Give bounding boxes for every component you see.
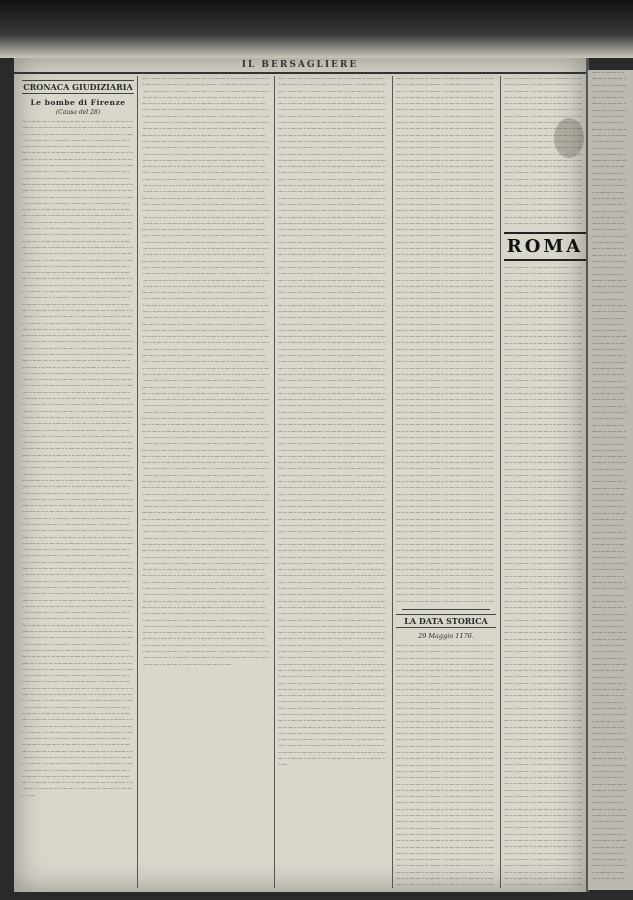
column-rule [392, 76, 393, 888]
scanner-top-edge [0, 0, 633, 58]
section-title-data-storica: LA DATA STORICA [396, 614, 496, 628]
masthead: IL BERSAGLIERE [14, 58, 586, 74]
article-subheading: (Causa del 28) [55, 109, 101, 116]
article-body: — – ‒ ― — – ‒ ― — – ‒ ― — – ‒ ― — – ‒ ― — – ‒ ― — – ‒ ― — – ‒ ― — – ‒ ― — – ‒ ― — – ‒ ― — – ‒ ― — – ‒ ― — – ‒ ― — – ‒ ― — – ‒ ― — – ‒ ― — – ‒ ― — – ‒ ― — – ‒ ― — – ‒ ― — – ‒ ― — – ‒ ― — – ‒ ― — – ‒ ― — – ‒ ― — – ‒ ― — – ‒ ― — – ‒ ― — – ‒ ― — – ‒ ― — – ‒ ― — – ‒ ― — – ‒ ― — – ‒ ― — – ‒ ― — – ‒ ― — – ‒ ― — – ‒ ― — – ‒ ― — – ‒ ― — – ‒ ― — – ‒ ― — – ‒ ― — – ‒ ― — – ‒ ― — – ‒ ― — – ‒ ― — – ‒ ― — – ‒ ― — – ‒ ― — – ‒ ― — – ‒ ― — – ‒ ― — – ‒ ― — – ‒ ― — – ‒ ― — – ‒ ― — – ‒ ― — – ‒ ― — – ‒ ― — – ‒ ― — – ‒ ― — – ‒ ― — – ‒ ― — – ‒ ― — – ‒ ― — – ‒ ― — – ‒ ― — – ‒ ― — – ‒ ― — – ‒ ― — – ‒ ― — – ‒ ― — – ‒ ― — – ‒ ― — – ‒ ― — – ‒ ― — – ‒ ― — – ‒ ― — – ‒ ― — – ‒ ― — – ‒ ― — – ‒ ― — – ‒ ― — – ‒ ― — – ‒ ― — – ‒ ― — – ‒ ― — – ‒ ― — – ‒ ― — – ‒ ― — – ‒ ― — – ‒ ― — – ‒ ― — – ‒ ― — – ‒ ― — – ‒ ― — – ‒ ― — – ‒ ― — – ‒ ― — – ‒ ― — – ‒ ― — – ‒ ― — – ‒ ― — – ‒ ― — – ‒ ― — – ‒ ― — – ‒ ― — – ‒ ― — – ‒ ― — – ‒ ― — – ‒ ― — – ‒ ― — – ‒ ― — – ‒ ― — – ‒ ― — – ‒ ― — – ‒ ― — – ‒ ― — – ‒ ― — – ‒ ― — – ‒ ― — – ‒ ― — – ‒ ― — – ‒ ― — – ‒ ― — – ‒ ― — – ‒ ― — – ‒ ― — – ‒ ― — – ‒ ― — – ‒ ― — – ‒ ― — – ‒ ― — – ‒ ― — – ‒ ― — – ‒ ― — – ‒ ― — – ‒ ― — – ‒ ― — – ‒ ― — – ‒ ― — – ‒ ― — – ‒ ― — – ‒ ― — – ‒ ― — – ‒ ― — – ‒ ― — – ‒ ― — – ‒ ― — – ‒ ― — – ‒ ― — – ‒ ― — – ‒ ― — – ‒ ― — – ‒ ― — – ‒ ― — – ‒ ― — – ‒ ― — – ‒ ― — – ‒ ― — – ‒ ― — – ‒ ― — – ‒ ― — – ‒ ― — – ‒ ― — – ‒ ― — – ‒ ― — – ‒ ― — – ‒ ― — – ‒ ― — – ‒ ― — – ‒ ― — – ‒ ― — – ‒ ― — – ‒ ― — – ‒ ― — – ‒ ― — – ‒ ― — – ‒ ― — – ‒ ― — – ‒ ― — – ‒ ― — – ‒ ― — – ‒ ― — – ‒ ― — – ‒ ― — – ‒ ― — – ‒ ― — – ‒ ― — – ‒ ― — – ‒ ― — – ‒ ― — – ‒ ― — – ‒ ― — – ‒ ― — – ‒ ― — – ‒ ― — – ‒ ― — – ‒ ― — – ‒ ― — – ‒ ― — – ‒ ― — – ‒ ― — – ‒ ― — – ‒ ― — – ‒ ― — – ‒ ― — – ‒ ― — – ‒ ― — – ‒ ― — – ‒ ― — – ‒ ― — – ‒ ― — – ‒ ― — – ‒ ― — – ‒ ― — – ‒ ― — – ‒ ― — – ‒ ― — – ‒ ― — – ‒ ― — – ‒ ― — – ‒ ― — – ‒ ― — – ‒ ― — – ‒ ― — – ‒ ― — – ‒ ― — – ‒ ― — – ‒ ― — – ‒ ― — – ‒ ― — – ‒ ― — – ‒ ― — – ‒ ― — – ‒ ― — – ‒ ― — – ‒ ― — – ‒ ― — – ‒ ― — – ‒ ― — – ‒ ― — – ‒ ― — – ‒ ― — – ‒ ― — – ‒ ― — – ‒ ― — – ‒ ― — – ‒ ― — – ‒ ― — – ‒ ― — – ‒ ― — – ‒ ― — – ‒ ― — – ‒ ― — – ‒ ― — – ‒ ― — – ‒ ― — – ‒ ― — – ‒ ― — – ‒ ― — – ‒ ― — – ‒ ― — – ‒ ― — – ‒ ― — – ‒ ― — – ‒ ― — – ‒ ― — – ‒ ― — – ‒ ― — – ‒ ― — – ‒ ― — – ‒ ― — – ‒ ― — – ‒ ― — – ‒ ― — – ‒ ― — – ‒ ― — – ‒ ― — – ‒ ― — – ‒ ― — – ‒ ― — – ‒ ― — – ‒ ― — – ‒ ― — – ‒ ― — – ‒ ― — – ‒ ― — – ‒ ― — – ‒ ― — – ‒ ― — – ‒ ― — – ‒ ― — – ‒ ― — – ‒ ― — – ‒ ― — – ‒ ― — – ‒ ― — – ‒ ― — – ‒ ― — – ‒ ― — – ‒ ― — – ‒ ― — – ‒ ― — – ‒ ― — – ‒ ― — – ‒ ― — – ‒ ― — – ‒ ― — – ‒ ― — – ‒ ― — – ‒ ― — – ‒ ― — – ‒ ― — – ‒ ― — – ‒ ― — – ‒ ― — – ‒ ― — – ‒ ― — – ‒ ― — – ‒ ― — – ‒ ― — – ‒ ― — – ‒ ― — – ‒ ― — – ‒ ― — – ‒ ― — – ‒ ― — – ‒ ― — – ‒ ― — – ‒ ― — – ‒ ― — – ‒ ― — – ‒ ― — – ‒ ― — – ‒ ― — – ‒ ― — – ‒ ― — – ‒ ― — – ‒ ― — – ‒ ― — – ‒ ― — – ‒ ― — – ‒ ― — – ‒ ― — – ‒ ― — – ‒ ― — – ‒ ― — – ‒ ― — – ‒ ― — – ‒ ― — – ‒ ― — – ‒ ― — – ‒ ― — – ‒ ― — – ‒ ― — – ‒ ― — – ‒ ― — – ‒ ― — – ‒ ― — – ‒ ― — – ‒ ― — – ‒ ― — – ‒ ― — – ‒ ― — – ‒ ― — – ‒ ― — – ‒ ― — – ‒ ― — – ‒ ― — – ‒ ― — – ‒ ― — – ‒ ― — – ‒ ― — – ‒ ― — – ‒ ― — – ‒ ― — – ‒ ― — – ‒ ― — – ‒ ― — – ‒ ― — – ‒ ― — – ‒ ― — – ‒ ― — – ‒ ― — – ‒ ― — – ‒ ― — – ‒ ― — – ‒ ― — – ‒ ― — – ‒ ― — – ‒ ― — – ‒ ― — – ‒ ― [504, 265, 582, 888]
article-body: — – ‒ ― — – ‒ ― — – ‒ ― — – ‒ ― — – ‒ ― — – ‒ ― — – ‒ ― — – ‒ ― — – ‒ ― — – ‒ ― — – ‒ ― — – ‒ ― — – ‒ ― — – ‒ ― — – ‒ ― — – ‒ ― — – ‒ ― — – ‒ ― — – ‒ ― — – ‒ ― — – ‒ ― — – ‒ ― — – ‒ ― — – ‒ ― — – ‒ ― — – ‒ ― — – ‒ ― — – ‒ ― — – ‒ ― — – ‒ ― — – ‒ ― — – ‒ ― — – ‒ ― — – ‒ ― — – ‒ ― — – ‒ ― — – ‒ ― — – ‒ ― — – ‒ ― — – ‒ ― — – ‒ ― — – ‒ ― — – ‒ ― — – ‒ ― — – ‒ ― — – ‒ ― — – ‒ ― — – ‒ ― — – ‒ ― — – ‒ ― — – ‒ ― — – ‒ ― — – ‒ ― — – ‒ ― — – ‒ ― — – ‒ ― — – ‒ ― — – ‒ ― — – ‒ ― — – ‒ ― — – ‒ ― — – ‒ ― — – ‒ ― — – ‒ ― — – ‒ ― — – ‒ ― — – ‒ ― — – ‒ ― — – ‒ ― — – ‒ ― — – ‒ ― — – ‒ ― — – ‒ ― — – ‒ ― — – ‒ ― — – ‒ ― — – ‒ ― — – ‒ ― — – ‒ ― — – ‒ ― — – ‒ ― — – ‒ ― — – ‒ ― — – ‒ ― — – ‒ ― — – ‒ ― — – ‒ ― — – ‒ ― — – ‒ ― — – ‒ ― — – ‒ ― — – ‒ ― — – ‒ ― — – ‒ ― — – ‒ ― — – ‒ ― — – ‒ ― — – ‒ ― — – ‒ ― — – ‒ ― — – ‒ ― — – ‒ ― — – ‒ ― — – ‒ ― — – ‒ ― — – ‒ ― — – ‒ ― — – ‒ ― — – ‒ ― — – ‒ ― — – ‒ ― — – ‒ ― — – ‒ ― — – ‒ ― — – ‒ ― — – ‒ ― — – ‒ ― — – ‒ ― — – ‒ ― — – ‒ ― — – ‒ ― — – ‒ ― — – ‒ ― — – ‒ ― — – ‒ ― — – ‒ ― — – ‒ ― — – ‒ ― — – ‒ ― — – ‒ ― — – ‒ ― — – ‒ ― — – ‒ ― — – ‒ ― — – ‒ ― — – ‒ ― — – ‒ ― — – ‒ ― — – ‒ ― — – ‒ ― — – ‒ ― — – ‒ ― — – ‒ ― — – ‒ ― — – ‒ ― — – ‒ ― — – ‒ ― — – ‒ ― — – ‒ ― — – ‒ ― — – ‒ ― — – ‒ ― — – ‒ ― — – ‒ ― — – ‒ ― — – ‒ ― — – ‒ ― — – ‒ ― — – ‒ ― — – ‒ ― — – ‒ ― — – ‒ ― — – ‒ ― — – ‒ ― — – ‒ ― — – ‒ ― — – ‒ ― — – ‒ ― — – ‒ ― — – ‒ ― — – ‒ ― — – ‒ ― — – ‒ ― — – ‒ ― — – ‒ ― — – ‒ ― — – ‒ ― — – ‒ ― — – ‒ ― — – ‒ ― — – ‒ ― — – ‒ ― — – ‒ ― — – ‒ ― — – ‒ ― — – ‒ ― — – ‒ ― — – ‒ ― — – ‒ ― — – ‒ ― — – ‒ ― — – ‒ ― — – ‒ ― — – ‒ ― — – ‒ ― [396, 643, 494, 888]
article-body: — – ‒ ― — – ‒ ― — – ‒ ― — – ‒ ― — – ‒ ― — – ‒ ― — – ‒ ― — – ‒ ― — – ‒ ― — – ‒ ― — – ‒ ― — – ‒ ― — – ‒ ― — – ‒ ― — – ‒ ― — – ‒ ― — – ‒ ― — – ‒ ― — – ‒ ― — – ‒ ― — – ‒ ― — – ‒ ― — – ‒ ― — – ‒ ― — – ‒ ― — – ‒ ― — – ‒ ― — – ‒ ― — – ‒ ― — – ‒ ― — – ‒ ― — – ‒ ― — – ‒ ― — – ‒ ― — – ‒ ― — – ‒ ― — – ‒ ― — – ‒ ― — – ‒ ― — – ‒ ― — – ‒ ― — – ‒ ― — – ‒ ― — – ‒ ― — – ‒ ― — – ‒ ― — – ‒ ― — – ‒ ― — – ‒ ― — – ‒ ― — – ‒ ― — – ‒ ― — – ‒ ― — – ‒ ― — – ‒ ― — – ‒ ― — – ‒ ― — – ‒ ― — – ‒ ― — – ‒ ― — – ‒ ― — – ‒ ― — – ‒ ― — – ‒ ― — – ‒ ― — – ‒ ― — – ‒ ― — – ‒ ― — – ‒ ― — – ‒ ― — – ‒ ― — – ‒ ― — – ‒ ― — – ‒ ― — – ‒ ― — – ‒ ― — – ‒ ― — – ‒ ― — – ‒ ― — – ‒ ― — – ‒ ― — – ‒ ― — – ‒ ― — – ‒ ― — – ‒ ― — – ‒ ― — – ‒ ― — – ‒ ― — – ‒ ― — – ‒ ― — – ‒ ― — – ‒ ― — – ‒ ― — – ‒ ― — – ‒ ― — – ‒ ― — – ‒ ― — – ‒ ― — – ‒ ― — – ‒ ― — – ‒ ― — – ‒ ― — – ‒ ― — – ‒ ― — – ‒ ― — – ‒ ― — – ‒ ― — – ‒ ― — – ‒ ― — – ‒ ― — – ‒ ― — – ‒ ― — – ‒ ― — – ‒ ― — – ‒ ― — – ‒ ― — – ‒ ― — – ‒ ― — – ‒ ― — – ‒ ― — – ‒ ― — – ‒ ― — – ‒ ― — – ‒ ― — – ‒ ― — – ‒ ― — – ‒ ― — – ‒ ― — – ‒ ― — – ‒ ― — – ‒ ― — – ‒ ― — – ‒ ― — – ‒ ― — – ‒ ― — – ‒ ― — – ‒ ― — – ‒ ― — – ‒ ― — – ‒ ― — – ‒ ― — – ‒ ― — – ‒ ― — – ‒ ― — – ‒ ― — – ‒ ― — – ‒ ― — – ‒ ― — – ‒ ― — – ‒ ― — – ‒ ― — – ‒ ― — – ‒ ― — – ‒ ― — – ‒ ― — – ‒ ― — – ‒ ― — – ‒ ― — – ‒ ― — – ‒ ― — – ‒ ― — – ‒ ― — – ‒ ― — – ‒ ― — – ‒ ― — – ‒ ― — – ‒ ― — – ‒ ― — – ‒ ― — – ‒ ― — – ‒ ― — – ‒ ― — – ‒ ― — – ‒ ― — – ‒ ― — – ‒ ― — – ‒ ― — – ‒ ― — – ‒ ― — – ‒ ― — – ‒ ― — – ‒ ― — – ‒ ― — – ‒ ― — – ‒ ― — – ‒ ― — – ‒ ― — – ‒ ― — – ‒ ― — – ‒ ― — – ‒ ― — – ‒ ― — – ‒ ― — – ‒ ― — – ‒ ― — – ‒ ― — – ‒ ― — – ‒ ― — – ‒ ― — – ‒ ― — – ‒ ― — – ‒ ― — – ‒ ― — – ‒ ― — – ‒ ― — – ‒ ― — – ‒ ― — – ‒ ― — – ‒ ― — – ‒ ― — – ‒ ― — – ‒ ― — – ‒ ― — – ‒ ― — – ‒ ― — – ‒ ― — – ‒ ― — – ‒ ― — – ‒ ― — – ‒ ― — – ‒ ― — – ‒ ― — – ‒ ― — – ‒ ― — – ‒ ― — – ‒ ― — – ‒ ― — – ‒ ― — – ‒ ― — – ‒ ― — – ‒ ― — – ‒ ― — – ‒ ― — – ‒ ― — – ‒ ― — – ‒ ― — – ‒ ― — – ‒ ― — – ‒ ― — – ‒ ― — – ‒ ― — – ‒ ― — – ‒ ― — – ‒ ― — – ‒ ― — – ‒ ― — – ‒ ― — – ‒ ― — – ‒ ― — – ‒ ― — – ‒ ― — – ‒ ― — – ‒ ― — – ‒ ― — – ‒ ― — – ‒ ― — – ‒ ― — – ‒ ― — – ‒ ― — – ‒ ― — – ‒ ― — – ‒ ― — – ‒ ― — – ‒ ― — – ‒ ― — – ‒ ― — – ‒ ― — – ‒ ― — – ‒ ― — – ‒ ― — – ‒ ― — – ‒ ― — – ‒ ― — – ‒ ― — – ‒ ― — – ‒ ― — – ‒ ― — – ‒ ― — – ‒ ― — – ‒ ― — – ‒ ― — – ‒ ― — – ‒ ― — – ‒ ― — – ‒ ― — – ‒ ― — – ‒ ― — – ‒ ― — – ‒ ― — – ‒ ― — – ‒ ― — – ‒ ― — – ‒ ― — – ‒ ― — – ‒ ― — – ‒ ― — – ‒ ― — – ‒ ― — – ‒ ― — – ‒ ― — – ‒ ― — – ‒ ― — – ‒ ― — – ‒ ― — – ‒ ― — – ‒ ― — – ‒ ― — – ‒ ― — – ‒ ― — – ‒ ― — – ‒ ― — – ‒ ― — – ‒ ― — – ‒ ― — – ‒ ― — – ‒ ― — – ‒ ― — – ‒ ― — – ‒ ― — – ‒ ― — – ‒ ― — – ‒ ― — – ‒ ― — – ‒ ― — – ‒ ― — – ‒ ― — – ‒ ― — – ‒ ― — – ‒ ― — – ‒ ― — – ‒ ― — – ‒ ― — – ‒ ― — – ‒ ― — – ‒ ― — – ‒ ― — – ‒ ― — – ‒ ― — – ‒ ― — – ‒ ― — – ‒ ― — – ‒ ― — – ‒ ― — – ‒ ― — – ‒ ― — – ‒ ― — – ‒ ― — – ‒ ― — – ‒ ― — – ‒ ― — – ‒ ― — – ‒ ― — – ‒ ― — – ‒ ― — – ‒ ― — – ‒ ― — – ‒ ― — – ‒ ― — – ‒ ― — – ‒ ― — – ‒ ― — – ‒ ― — – ‒ ― — – ‒ ― — – ‒ ― — – ‒ ― — – ‒ ― — – ‒ ― — – ‒ ― — – ‒ ― — – ‒ ― — – ‒ ― — – ‒ ― — – ‒ ― — – ‒ ― — – ‒ ― — – ‒ ― — – ‒ ― — – ‒ ― — – ‒ ― — – ‒ ― — – ‒ ― — – ‒ ― — – ‒ ― — – ‒ ― — – ‒ ― — – ‒ ― — – ‒ ― — – ‒ ― — – ‒ ― — – ‒ ― — – ‒ ― — – ‒ ― — – ‒ ― — – ‒ ― — – ‒ ― — – ‒ ― — – ‒ ― — – ‒ ― — – ‒ ― — – ‒ ― — – ‒ ― — – ‒ ― — – ‒ ― — – ‒ ― — – ‒ ― — – ‒ ― — – ‒ ― — – ‒ ― — – ‒ ― — – ‒ ― — – ‒ ― — – ‒ ― — – ‒ ― — – ‒ ― — – ‒ ― — – ‒ ― — – ‒ ― — – ‒ ― — – ‒ ― — – ‒ ― — – ‒ ― — – ‒ ― — – ‒ ― — – ‒ ― — – ‒ ― — – ‒ ― — – ‒ ― — – ‒ ― — – ‒ ― — – ‒ ― — – ‒ ― — – ‒ ― — – ‒ ― — – ‒ ― — – ‒ ― — – ‒ ― — – ‒ ― — – ‒ ― — – ‒ ― — – ‒ ― — – ‒ ― — – ‒ ― — – ‒ ― — – ‒ ― — – ‒ ― — – ‒ ― — – ‒ ― — – ‒ ― — – ‒ ― — – ‒ ― — – ‒ ― — – ‒ ― — – ‒ ― — – ‒ ― — – ‒ ― — – ‒ ― — – ‒ ― — – ‒ ― — – ‒ ― — – ‒ ― — – ‒ ― — – ‒ ― — – ‒ ― — – ‒ ― — – ‒ ― — – ‒ ― — – ‒ ― — – ‒ ― — – ‒ ― — – ‒ ― — – ‒ ― — – ‒ ― — – ‒ ― — – ‒ ― — – ‒ ― — – ‒ ― — – ‒ ― — – ‒ ― — – ‒ ― — – ‒ ― — – ‒ ― — – ‒ ― — – ‒ ― — – ‒ ― — – ‒ ― — – ‒ ― — – ‒ ― — – ‒ ― — – ‒ ― — – ‒ ― — – ‒ ― — – ‒ ― — – ‒ ― — – ‒ ― — – ‒ ― — – ‒ ― — – ‒ ― — – ‒ ― — – ‒ ― — – ‒ ― — – ‒ ― — – ‒ ― — – ‒ ― — – ‒ ― — – ‒ ― — – ‒ ― — – ‒ ― — – ‒ ― — – ‒ ― — – ‒ ― — – ‒ ― — – ‒ ― — – ‒ ― — – ‒ ― — – ‒ ― — – ‒ ― — – ‒ ― — – ‒ ― — – ‒ ― — – ‒ ― — – ‒ ― — – ‒ ― — – ‒ ― — – ‒ ― — – ‒ ― — – ‒ ― — – ‒ ― — – ‒ ― — – ‒ ― — – ‒ ― — – ‒ ― — – ‒ ― — – ‒ ― — – ‒ ― — – ‒ ― — – ‒ ― — – ‒ ― — – ‒ ― — – ‒ ― — – ‒ ― — – ‒ ― — – ‒ ― — – ‒ ― — – ‒ ― — – ‒ ― — – ‒ ― — – ‒ ― — – ‒ ― — – ‒ ― — – ‒ ― — – ‒ ― — – ‒ ― — – ‒ ― — – ‒ ― — – ‒ ― — – ‒ ― — – ‒ ― — – ‒ ― — – ‒ ― — – ‒ ― — – ‒ ― — – ‒ ― — – ‒ ― — – ‒ ― — – ‒ ― — – ‒ ― — – ‒ ― — – ‒ ― — – ‒ ― — – ‒ ― — – ‒ ― — – ‒ ― — – ‒ ― — – ‒ ― — – ‒ ― — – ‒ ― — – ‒ ― — – ‒ ― — – ‒ ― — – ‒ ― — – ‒ ― — – ‒ ― — – ‒ ― — – ‒ ― — – ‒ ― — – ‒ ― — – ‒ ― — – ‒ ― — – ‒ ― — – ‒ ― — – ‒ ― — – ‒ ― — – ‒ ― — – ‒ ― — – ‒ ― — – ‒ ― — – ‒ ― — – ‒ ― — – ‒ ― [142, 76, 270, 668]
article-body: — – ‒ ― — – ‒ ― — – ‒ ― — – ‒ ― — – ‒ ― — – ‒ ― — – ‒ ― — – ‒ ― — – ‒ ― — – ‒ ― — – ‒ ― — – ‒ ― — – ‒ ― — – ‒ ― — – ‒ ― — – ‒ ― — – ‒ ― — – ‒ ― — – ‒ ― — – ‒ ― — – ‒ ― — – ‒ ― — – ‒ ― — – ‒ ― — – ‒ ― — – ‒ ― — – ‒ ― — – ‒ ― — – ‒ ― — – ‒ ― — – ‒ ― — – ‒ ― — – ‒ ― — – ‒ ― — – ‒ ― — – ‒ ― — – ‒ ― — – ‒ ― — – ‒ ― — – ‒ ― — – ‒ ― — – ‒ ― — – ‒ ― — – ‒ ― — – ‒ ― — – ‒ ― — – ‒ ― — – ‒ ― — – ‒ ― — – ‒ ― — – ‒ ― — – ‒ ― — – ‒ ― — – ‒ ― — – ‒ ― — – ‒ ― — – ‒ ― — – ‒ ― — – ‒ ― — – ‒ ― — – ‒ ― — – ‒ ― — – ‒ ― — – ‒ ― — – ‒ ― — – ‒ ― — – ‒ ― — – ‒ ― — – ‒ ― — – ‒ ― — – ‒ ― — – ‒ ― — – ‒ ― — – ‒ ― — – ‒ ― — – ‒ ― — – ‒ ― — – ‒ ― — – ‒ ― — – ‒ ― — – ‒ ― — – ‒ ― — – ‒ ― — – ‒ ― — – ‒ ― — – ‒ ― — – ‒ ― — – ‒ ― — – ‒ ― — – ‒ ― — – ‒ ― — – ‒ ― — – ‒ ― — – ‒ ― — – ‒ ― — – ‒ ― [504, 76, 582, 226]
column-rule [137, 76, 138, 888]
scan-smudge [554, 118, 584, 158]
newspaper-page [14, 58, 586, 892]
column-1 [22, 76, 134, 888]
column-4 [396, 76, 496, 888]
article-heading: Le bombe di Firenze [30, 98, 126, 107]
article-body: — – ‒ ― — – ‒ ― — – ‒ ― — – ‒ ― — – ‒ ― — – ‒ ― — – ‒ ― — – ‒ ― — – ‒ ― — – ‒ ― — – ‒ ― — – ‒ ― — – ‒ ― — – ‒ ― — – ‒ ― — – ‒ ― — – ‒ ― — – ‒ ― — – ‒ ― — – ‒ ― — – ‒ ― — – ‒ ― — – ‒ ― — – ‒ ― — – ‒ ― — – ‒ ― — – ‒ ― — – ‒ ― — – ‒ ― — – ‒ ― — – ‒ ― — – ‒ ― — – ‒ ― — – ‒ ― — – ‒ ― — – ‒ ― — – ‒ ― — – ‒ ― — – ‒ ― — – ‒ ― — – ‒ ― — – ‒ ― — – ‒ ― — – ‒ ― — – ‒ ― — – ‒ ― — – ‒ ― — – ‒ ― — – ‒ ― — – ‒ ― — – ‒ ― — – ‒ ― — – ‒ ― — – ‒ ― — – ‒ ― — – ‒ ― — – ‒ ― — – ‒ ― — – ‒ ― — – ‒ ― — – ‒ ― — – ‒ ― — – ‒ ― — – ‒ ― — – ‒ ― — – ‒ ― — – ‒ ― — – ‒ ― — – ‒ ― — – ‒ ― — – ‒ ― — – ‒ ― — – ‒ ― — – ‒ ― — – ‒ ― — – ‒ ― — – ‒ ― — – ‒ ― — – ‒ ― — – ‒ ― — – ‒ ― — – ‒ ― — – ‒ ― — – ‒ ― — – ‒ ― — – ‒ ― — – ‒ ― — – ‒ ― — – ‒ ― — – ‒ ― — – ‒ ― — – ‒ ― — – ‒ ― — – ‒ ― — – ‒ ― — – ‒ ― — – ‒ ― — – ‒ ― — – ‒ ― — – ‒ ― — – ‒ ― — – ‒ ― — – ‒ ― — – ‒ ― — – ‒ ― — – ‒ ― — – ‒ ― — – ‒ ― — – ‒ ― — – ‒ ― — – ‒ ― — – ‒ ― — – ‒ ― — – ‒ ― — – ‒ ― — – ‒ ― — – ‒ ― — – ‒ ― — – ‒ ― — – ‒ ― — – ‒ ― — – ‒ ― — – ‒ ― — – ‒ ― — – ‒ ― — – ‒ ― — – ‒ ― — – ‒ ― — – ‒ ― — – ‒ ― — – ‒ ― — – ‒ ― — – ‒ ― — – ‒ ― — – ‒ ― — – ‒ ― — – ‒ ― — – ‒ ― — – ‒ ― — – ‒ ― — – ‒ ― — – ‒ ― — – ‒ ― — – ‒ ― — – ‒ ― — – ‒ ― — – ‒ ― — – ‒ ― — – ‒ ― — – ‒ ― — – ‒ ― — – ‒ ― — – ‒ ― — – ‒ ― — – ‒ ― — – ‒ ― — – ‒ ― — – ‒ ― — – ‒ ― — – ‒ ― — – ‒ ― — – ‒ ― — – ‒ ― — – ‒ ― — – ‒ ― — – ‒ ― — – ‒ ― — – ‒ ― — – ‒ ― — – ‒ ― — – ‒ ― — – ‒ ― — – ‒ ― — – ‒ ― — – ‒ ― — – ‒ ― — – ‒ ― — – ‒ ― — – ‒ ― — – ‒ ― — – ‒ ― — – ‒ ― — – ‒ ― — – ‒ ― — – ‒ ― — – ‒ ― — – ‒ ― — – ‒ ― — – ‒ ― — – ‒ ― — – ‒ ― — – ‒ ― — – ‒ ― — – ‒ ― — – ‒ ― — – ‒ ― — – ‒ ― — – ‒ ― — – ‒ ― — – ‒ ― — – ‒ ― — – ‒ ― — – ‒ ― — – ‒ ― — – ‒ ― — – ‒ ― — – ‒ ― — – ‒ ― — – ‒ ― — – ‒ ― — – ‒ ― — – ‒ ― — – ‒ ― — – ‒ ― — – ‒ ― — – ‒ ― — – ‒ ― — – ‒ ― — – ‒ ― — – ‒ ― — – ‒ ― — – ‒ ― — – ‒ ― — – ‒ ― — – ‒ ― — – ‒ [592, 70, 627, 882]
article-body: — – ‒ ― — – ‒ ― — – ‒ ― — – ‒ ― — – ‒ ― — – ‒ ― — – ‒ ― — – ‒ ― — – ‒ ― — – ‒ ― — – ‒ ― — – ‒ ― — – ‒ ― — – ‒ ― — – ‒ ― — – ‒ ― — – ‒ ― — – ‒ ― — – ‒ ― — – ‒ ― — – ‒ ― — – ‒ ― — – ‒ ― — – ‒ ― — – ‒ ― — – ‒ ― — – ‒ ― — – ‒ ― — – ‒ ― — – ‒ ― — – ‒ ― — – ‒ ― — – ‒ ― — – ‒ ― — – ‒ ― — – ‒ ― — – ‒ ― — – ‒ ― — – ‒ ― — – ‒ ― — – ‒ ― — – ‒ ― — – ‒ ― — – ‒ ― — – ‒ ― — – ‒ ― — – ‒ ― — – ‒ ― — – ‒ ― — – ‒ ― — – ‒ ― — – ‒ ― — – ‒ ― — – ‒ ― — – ‒ ― — – ‒ ― — – ‒ ― — – ‒ ― — – ‒ ― — – ‒ ― — – ‒ ― — – ‒ ― — – ‒ ― — – ‒ ― — – ‒ ― — – ‒ ― — – ‒ ― — – ‒ ― — – ‒ ― — – ‒ ― — – ‒ ― — – ‒ ― — – ‒ ― — – ‒ ― — – ‒ ― — – ‒ ― — – ‒ ― — – ‒ ― — – ‒ ― — – ‒ ― — – ‒ ― — – ‒ ― — – ‒ ― — – ‒ ― — – ‒ ― — – ‒ ― — – ‒ ― — – ‒ ― — – ‒ ― — – ‒ ― — – ‒ ― — – ‒ ― — – ‒ ― — – ‒ ― — – ‒ ― — – ‒ ― — – ‒ ― — – ‒ ― — – ‒ ― — – ‒ ― — – ‒ ― — – ‒ ― — – ‒ ― — – ‒ ― — – ‒ ― — – ‒ ― — – ‒ ― — – ‒ ― — – ‒ ― — – ‒ ― — – ‒ ― — – ‒ ― — – ‒ ― — – ‒ ― — – ‒ ― — – ‒ ― — – ‒ ― — – ‒ ― — – ‒ ― — – ‒ ― — – ‒ ― — – ‒ ― — – ‒ ― — – ‒ ― — – ‒ ― — – ‒ ― — – ‒ ― — – ‒ ― — – ‒ ― — – ‒ ― — – ‒ ― — – ‒ ― — – ‒ ― — – ‒ ― — – ‒ ― — – ‒ ― — – ‒ ― — – ‒ ― — – ‒ ― — – ‒ ― — – ‒ ― — – ‒ ― — – ‒ ― — – ‒ ― — – ‒ ― — – ‒ ― — – ‒ ― — – ‒ ― — – ‒ ― — – ‒ ― — – ‒ ― — – ‒ ― — – ‒ ― — – ‒ ― — – ‒ ― — – ‒ ― — – ‒ ― — – ‒ ― — – ‒ ― — – ‒ ― — – ‒ ― — – ‒ ― — – ‒ ― — – ‒ ― — – ‒ ― — – ‒ ― — – ‒ ― — – ‒ ― — – ‒ ― — – ‒ ― — – ‒ ― — – ‒ ― — – ‒ ― — – ‒ ― — – ‒ ― — – ‒ ― — – ‒ ― — – ‒ ― — – ‒ ― — – ‒ ― — – ‒ ― — – ‒ ― — – ‒ ― — – ‒ ― — – ‒ ― — – ‒ ― — – ‒ ― — – ‒ ― — – ‒ ― — – ‒ ― — – ‒ ― — – ‒ ― — – ‒ ― — – ‒ ― — – ‒ ― — – ‒ ― — – ‒ ― — – ‒ ― — – ‒ ― — – ‒ ― — – ‒ ― — – ‒ ― — – ‒ ― — – ‒ ― — – ‒ ― — – ‒ ― — – ‒ ― — – ‒ ― — – ‒ ― — – ‒ ― — – ‒ ― — – ‒ ― — – ‒ ― — – ‒ ― — – ‒ ― — – ‒ ― — – ‒ ― — – ‒ ― — – ‒ ― — – ‒ ― — – ‒ ― — – ‒ ― — – ‒ ― — – ‒ ― — – ‒ ― — – ‒ ― — – ‒ ― — – ‒ ― — – ‒ ― — – ‒ ― — – ‒ ― — – ‒ ― — – ‒ ― — – ‒ ― — – ‒ ― — – ‒ ― — – ‒ ― — – ‒ ― — – ‒ ― — – ‒ ― — – ‒ ― — – ‒ ― — – ‒ ― — – ‒ ― — – ‒ ― — – ‒ ― — – ‒ ― — – ‒ ― — – ‒ ― — – ‒ ― — – ‒ ― — – ‒ ― — – ‒ ― — – ‒ ― — – ‒ ― — – ‒ ― — – ‒ ― — – ‒ ― — – ‒ ― — – ‒ ― — – ‒ ― — – ‒ ― — – ‒ ― — – ‒ ― — – ‒ ― — – ‒ ― — – ‒ ― — – ‒ ― — – ‒ ― — – ‒ ― — – ‒ ― — – ‒ ― — – ‒ ― — – ‒ ― — – ‒ ― — – ‒ ― — – ‒ ― — – ‒ ― — – ‒ ― — – ‒ ― — – ‒ ― — – ‒ ― — – ‒ ― — – ‒ ― — – ‒ ― — – ‒ ― — – ‒ ― — – ‒ ― — – ‒ ― — – ‒ ― — – ‒ ― — – ‒ ― — – ‒ ― — – ‒ ― — – ‒ ― — – ‒ ― — – ‒ ― — – ‒ ― — – ‒ ― — – ‒ ― — – ‒ ― — – ‒ ― — – ‒ ― — – ‒ ― — – ‒ ― — – ‒ ― — – ‒ ― — – ‒ ― — – ‒ ― — – ‒ ― — – ‒ ― — – ‒ ― — – ‒ ― — – ‒ ― — – ‒ ― — – ‒ ― — – ‒ ― — – ‒ ― — – ‒ ― — – ‒ ― — – ‒ ― — – ‒ ― — – ‒ ― — – ‒ ― — – ‒ ― — – ‒ ― — – ‒ ― — – ‒ ― — – ‒ ― — – ‒ ― — – ‒ ― — – ‒ ― — – ‒ ― — – ‒ ― — – ‒ ― — – ‒ ― — – ‒ ― — – ‒ ― — – ‒ ― — – ‒ ― — – ‒ ― — – ‒ ― — – ‒ ― — – ‒ ― — – ‒ ― — – ‒ ― — – ‒ ― — – ‒ ― — – ‒ ― — – ‒ ― — – ‒ ― — – ‒ ― — – ‒ ― — – ‒ ― — – ‒ ― — – ‒ ― — – ‒ ― — – ‒ ― — – ‒ ― — – ‒ ― — – ‒ ― — – ‒ ― — – ‒ ― — – ‒ ― — – ‒ ― — – ‒ ― — – ‒ ― — – ‒ ― — – ‒ ― — – ‒ ― — – ‒ ― — – ‒ ― — – ‒ ― — – ‒ ― — – ‒ ― — – ‒ ― — – ‒ ― — – ‒ ― — – ‒ ― — – ‒ ― — – ‒ ― — – ‒ ― — – ‒ ― — – ‒ ― — – ‒ ― — – ‒ ― — – ‒ ― — – ‒ ― — – ‒ ― — – ‒ ― — – ‒ ― — – ‒ ― — – ‒ ― — – ‒ ― — – ‒ ― — – ‒ ― — – ‒ ― — – ‒ ― — – ‒ ― — – ‒ ― — – ‒ ― — – ‒ ― — – ‒ ― — – ‒ ― — – ‒ ― — – ‒ ― — – ‒ ― — – ‒ ― — – ‒ ― — – ‒ ― — – ‒ ― — – ‒ ― — – ‒ ― — – ‒ ― — – ‒ ― — – ‒ ― — – ‒ ― — – ‒ ― — – ‒ ― — – ‒ ― [396, 76, 494, 605]
column-5 [504, 76, 586, 888]
divider [402, 609, 490, 610]
article-body: — – ‒ ― — – ‒ ― — – ‒ ― — – ‒ ― — – ‒ ― — – ‒ ― — – ‒ ― — – ‒ ― — – ‒ ― — – ‒ ― — – ‒ ― — – ‒ ― — – ‒ ― — – ‒ ― — – ‒ ― — – ‒ ― — – ‒ ― — – ‒ ― — – ‒ ― — – ‒ ― — – ‒ ― — – ‒ ― — – ‒ ― — – ‒ ― — – ‒ ― — – ‒ ― — – ‒ ― — – ‒ ― — – ‒ ― — – ‒ ― — – ‒ ― — – ‒ ― — – ‒ ― — – ‒ ― — – ‒ ― — – ‒ ― — – ‒ ― — – ‒ ― — – ‒ ― — – ‒ ― — – ‒ ― — – ‒ ― — – ‒ ― — – ‒ ― — – ‒ ― — – ‒ ― — – ‒ ― — – ‒ ― — – ‒ ― — – ‒ ― — – ‒ ― — – ‒ ― — – ‒ ― — – ‒ ― — – ‒ ― — – ‒ ― — – ‒ ― — – ‒ ― — – ‒ ― — – ‒ ― — – ‒ ― — – ‒ ― — – ‒ ― — – ‒ ― — – ‒ ― — – ‒ ― — – ‒ ― — – ‒ ― — – ‒ ― — – ‒ ― — – ‒ ― — – ‒ ― — – ‒ ― — – ‒ ― — – ‒ ― — – ‒ ― — – ‒ ― — – ‒ ― — – ‒ ― — – ‒ ― — – ‒ ― — – ‒ ― — – ‒ ― — – ‒ ― — – ‒ ― — – ‒ ― — – ‒ ― — – ‒ ― — – ‒ ― — – ‒ ― — – ‒ ― — – ‒ ― — – ‒ ― — – ‒ ― — – ‒ ― — – ‒ ― — – ‒ ― — – ‒ ― — – ‒ ― — – ‒ ― — – ‒ ― — – ‒ ― — – ‒ ― — – ‒ ― — – ‒ ― — – ‒ ― — – ‒ ― — – ‒ ― — – ‒ ― — – ‒ ― — – ‒ ― — – ‒ ― — – ‒ ― — – ‒ ― — – ‒ ― — – ‒ ― — – ‒ ― — – ‒ ― — – ‒ ― — – ‒ ― — – ‒ ― — – ‒ ― — – ‒ ― — – ‒ ― — – ‒ ― — – ‒ ― — – ‒ ― — – ‒ ― — – ‒ ― — – ‒ ― — – ‒ ― — – ‒ ― — – ‒ ― — – ‒ ― — – ‒ ― — – ‒ ― — – ‒ ― — – ‒ ― — – ‒ ― — – ‒ ― — – ‒ ― — – ‒ ― — – ‒ ― — – ‒ ― — – ‒ ― — – ‒ ― — – ‒ ― — – ‒ ― — – ‒ ― — – ‒ ― — – ‒ ― — – ‒ ― — – ‒ ― — – ‒ ― — – ‒ ― — – ‒ ― — – ‒ ― — – ‒ ― — – ‒ ― — – ‒ ― — – ‒ ― — – ‒ ― — – ‒ ― — – ‒ ― — – ‒ ― — – ‒ ― — – ‒ ― — – ‒ ― — – ‒ ― — – ‒ ― — – ‒ ― — – ‒ ― — – ‒ ― — – ‒ ― — – ‒ ― — – ‒ ― — – ‒ ― — – ‒ ― — – ‒ ― — – ‒ ― — – ‒ ― — – ‒ ― — – ‒ ― — – ‒ ― — – ‒ ― — – ‒ ― — – ‒ ― — – ‒ ― — – ‒ ― — – ‒ ― — – ‒ ― — – ‒ ― — – ‒ ― — – ‒ ― — – ‒ ― — – ‒ ― — – ‒ ― — – ‒ ― — – ‒ ― — – ‒ ― — – ‒ ― — – ‒ ― — – ‒ ― — – ‒ ― — – ‒ ― — – ‒ ― — – ‒ ― — – ‒ ― — – ‒ ― — – ‒ ― — – ‒ ― — – ‒ ― — – ‒ ― — – ‒ ― — – ‒ ― — – ‒ ― — – ‒ ― — – ‒ ― — – ‒ ― — – ‒ ― — – ‒ ― — – ‒ ― — – ‒ ― — – ‒ ― — – ‒ ― — – ‒ ― — – ‒ ― — – ‒ ― — – ‒ ― — – ‒ ― — – ‒ ― — – ‒ ― — – ‒ ― — – ‒ ― — – ‒ ― — – ‒ ― — – ‒ ― — – ‒ ― — – ‒ ― — – ‒ ― — – ‒ ― — – ‒ ― — – ‒ ― — – ‒ ― — – ‒ ― — – ‒ ― — – ‒ ― — – ‒ ― — – ‒ ― — – ‒ ― — – ‒ ― — – ‒ ― — – ‒ ― — – ‒ ― — – ‒ ― — – ‒ ― — – ‒ ― — – ‒ ― — – ‒ ― — – ‒ ― — – ‒ ― — – ‒ ― — – ‒ ― — – ‒ ― — – ‒ ― — – ‒ ― — – ‒ ― — – ‒ ― — – ‒ ― — – ‒ ― — – ‒ ― — – ‒ ― — – ‒ ― — – ‒ ― — – ‒ ― — – ‒ ― — – ‒ ― — – ‒ ― — – ‒ ― — – ‒ ― — – ‒ ― — – ‒ ― — – ‒ ― — – ‒ ― — – ‒ ― — – ‒ ― — – ‒ ― — – ‒ ― — – ‒ ― — – ‒ ― — – ‒ ― — – ‒ ― — – ‒ ― — – ‒ ― — – ‒ ― — – ‒ ― — – ‒ ― — – ‒ ― — – ‒ ― — – ‒ ― — – ‒ ― — – ‒ ― — – ‒ ― — – ‒ ― — – ‒ ― — – ‒ ― — – ‒ ― — – ‒ ― — – ‒ ― — – ‒ ― — – ‒ ― — – ‒ ― — – ‒ ― — – ‒ ― — – ‒ ― — – ‒ ― — – ‒ ― — – ‒ ― — – ‒ ― — – ‒ ― — – ‒ ― — – ‒ ― — – ‒ ― — – ‒ ― — – ‒ ― — – ‒ ― — – ‒ ― — – ‒ ― — – ‒ ― — – ‒ ― — – ‒ ― — – ‒ ― — – ‒ ― — – ‒ ― — – ‒ ― — – ‒ ― — – ‒ ― — – ‒ ― — – ‒ ― — – ‒ ― — – ‒ ― — – ‒ ― — – ‒ ― — – ‒ ― — – ‒ ― — – ‒ ― — – ‒ ― — – ‒ ― — – ‒ ― — – ‒ ― — – ‒ ― — – ‒ ― — – ‒ ― — – ‒ ― — – ‒ ― — – ‒ ― — – ‒ ― — – ‒ ― — – ‒ ― — – ‒ ― — – ‒ ― — – ‒ ― — – ‒ ― — – ‒ ― — – ‒ ― — – ‒ ― — – ‒ ― — – ‒ ― — – ‒ ― — – ‒ ― — – ‒ ― — – ‒ ― — – ‒ ― — – ‒ ― — – ‒ ― — – ‒ ― — – ‒ ― — – ‒ ― — – ‒ ― — – ‒ ― — – ‒ ― — – ‒ ― — – ‒ ― — – ‒ ― — – ‒ ― — – ‒ ― — – ‒ ― — – ‒ ― — – ‒ ― — – ‒ ― — – ‒ ― — – ‒ ― — – ‒ ― — – ‒ ― — – ‒ ― — – ‒ ― — – ‒ ― — – ‒ ― — – ‒ ― — – ‒ ― — – ‒ ― — – ‒ ― — – ‒ ― — – ‒ ― — – ‒ ― — – ‒ ― — – ‒ ― — – ‒ ― — – ‒ ― — – ‒ ― — – ‒ ― — – ‒ ― — – ‒ ― — – ‒ ― — – ‒ ― — – ‒ ― — – ‒ ― — – ‒ ― — – ‒ ― — – ‒ ― — – ‒ ― — – ‒ ― — – ‒ ― — – ‒ ― — – ‒ ― — – ‒ ― — – ‒ ― — – ‒ ― — – ‒ ― — – ‒ ― — – ‒ ― — – ‒ ― — – ‒ ― — – ‒ ― — – ‒ ― — – ‒ ― — – ‒ ― — – ‒ ― — – ‒ ― — – ‒ ― — – ‒ ― — – ‒ ― — – ‒ ― — – ‒ ― — – ‒ ― — – ‒ ― — – ‒ ― — – ‒ ― — – ‒ ― — – ‒ ― — – ‒ ― — – ‒ ― — – ‒ ― — – ‒ ― — – ‒ ― — – ‒ ― — – ‒ ― — – ‒ ― — – ‒ ― — – ‒ ― — – ‒ ― — – ‒ ― — – ‒ ― — – ‒ ― — – ‒ ― — – ‒ ― — – ‒ ― — – ‒ ― — – ‒ ― — – ‒ ― — – ‒ ― — – ‒ ― — – ‒ ― — – ‒ ― — – ‒ ― — – ‒ ― — – ‒ ― — – ‒ ― — – ‒ ― — – ‒ ― — – ‒ ― — – ‒ ― — – ‒ ― — – ‒ ― — – ‒ ― — – ‒ ― — – ‒ ― — – ‒ ― — – ‒ ― — – ‒ ― — – ‒ ― — – ‒ ― — – ‒ ― — – ‒ ― — – ‒ ― — – ‒ ― — – ‒ ― — – ‒ ― — – ‒ ― — – ‒ ― — – ‒ ― — – ‒ ― — – ‒ ― — – ‒ ― — – ‒ ― — – ‒ ― — – ‒ ― — – ‒ ― — – ‒ ― — – ‒ ― — – ‒ ― — – ‒ ― — – ‒ ― — – ‒ ― — – ‒ ― — – ‒ ― — – ‒ ― — – ‒ ― — – ‒ ― — – ‒ ― — – ‒ ― — – ‒ ― — – ‒ ― — – ‒ ― — – ‒ ― — – ‒ ― — – ‒ ― — – ‒ ― — – ‒ ― — – ‒ ― — – ‒ ― — – ‒ ― — – ‒ ― — – ‒ ― — – ‒ ― — – ‒ ― — – ‒ ― — – ‒ ― — – ‒ ― — – ‒ ― — – ‒ ― — – ‒ ― — – ‒ ― — – ‒ ― — – ‒ ― — – ‒ ― — – ‒ ― — – ‒ ― — – ‒ ― — – ‒ ― — – ‒ ― — – ‒ ― — – ‒ ― — – ‒ ― — – ‒ ― — – ‒ ― — – ‒ ― — – ‒ ― — – ‒ ― — – ‒ ― — – ‒ ― — – ‒ ― — – ‒ ― — – ‒ ― — – ‒ ― — – ‒ ― — – ‒ ― — – ‒ ― — – ‒ ― — – ‒ ― — – ‒ ― — – ‒ ― — – ‒ ― — – ‒ ― — – ‒ ― — – ‒ ― — – ‒ ― — – ‒ ― — – ‒ ― — – ‒ ― — – ‒ ― — – ‒ ― — – ‒ ― — – ‒ ― — – ‒ ― — – ‒ ― — – ‒ ― — – ‒ ― — – ‒ ― — – ‒ ― — – ‒ ― — – ‒ ― — – ‒ ― — – ‒ ― — – ‒ ― — – ‒ ― — – ‒ ― — – ‒ ― — – ‒ ― — – ‒ ― [278, 76, 387, 769]
column-2 [142, 76, 270, 888]
column-3 [278, 76, 388, 888]
column-rule [274, 76, 275, 888]
adjacent-page-fragment [588, 70, 633, 890]
historical-date: 29 Maggio 1176. [418, 632, 474, 640]
article-body: — – ‒ ― — – ‒ ― — – ‒ ― — – ‒ ― — – ‒ ― — – ‒ ― — – ‒ ― — – ‒ ― — – ‒ ― — – ‒ ― — – ‒ ― — – ‒ ― — – ‒ ― — – ‒ ― — – ‒ ― — – ‒ ― — – ‒ ― — – ‒ ― — – ‒ ― — – ‒ ― — – ‒ ― — – ‒ ― — – ‒ ― — – ‒ ― — – ‒ ― — – ‒ ― — – ‒ ― — – ‒ ― — – ‒ ― — – ‒ ― — – ‒ ― — – ‒ ― — – ‒ ― — – ‒ ― — – ‒ ― — – ‒ ― — – ‒ ― — – ‒ ― — – ‒ ― — – ‒ ― — – ‒ ― — – ‒ ― — – ‒ ― — – ‒ ― — – ‒ ― — – ‒ ― — – ‒ ― — – ‒ ― — – ‒ ― — – ‒ ― — – ‒ ― — – ‒ ― — – ‒ ― — – ‒ ― — – ‒ ― — – ‒ ― — – ‒ ― — – ‒ ― — – ‒ ― — – ‒ ― — – ‒ ― — – ‒ ― — – ‒ ― — – ‒ ― — – ‒ ― — – ‒ ― — – ‒ ― — – ‒ ― — – ‒ ― — – ‒ ― — – ‒ ― — – ‒ ― — – ‒ ― — – ‒ ― — – ‒ ― — – ‒ ― — – ‒ ― — – ‒ ― — – ‒ ― — – ‒ ― — – ‒ ― — – ‒ ― — – ‒ ― — – ‒ ― — – ‒ ― — – ‒ ― — – ‒ ― — – ‒ ― — – ‒ ― — – ‒ ― — – ‒ ― — – ‒ ― — – ‒ ― — – ‒ ― — – ‒ ― — – ‒ ― — – ‒ ― — – ‒ ― — – ‒ ― — – ‒ ― — – ‒ ― — – ‒ ― — – ‒ ― — – ‒ ― — – ‒ ― — – ‒ ― — – ‒ ― — – ‒ ― — – ‒ ― — – ‒ ― — – ‒ ― — – ‒ ― — – ‒ ― — – ‒ ― — – ‒ ― — – ‒ ― — – ‒ ― — – ‒ ― — – ‒ ― — – ‒ ― — – ‒ ― — – ‒ ― — – ‒ ― — – ‒ ― — – ‒ ― — – ‒ ― — – ‒ ― — – ‒ ― — – ‒ ― — – ‒ ― — – ‒ ― — – ‒ ― — – ‒ ― — – ‒ ― — – ‒ ― — – ‒ ― — – ‒ ― — – ‒ ― — – ‒ ― — – ‒ ― — – ‒ ― — – ‒ ― — – ‒ ― — – ‒ ― — – ‒ ― — – ‒ ― — – ‒ ― — – ‒ ― — – ‒ ― — – ‒ ― — – ‒ ― — – ‒ ― — – ‒ ― — – ‒ ― — – ‒ ― — – ‒ ― — – ‒ ― — – ‒ ― — – ‒ ― — – ‒ ― — – ‒ ― — – ‒ ― — – ‒ ― — – ‒ ― — – ‒ ― — – ‒ ― — – ‒ ― — – ‒ ― — – ‒ ― — – ‒ ― — – ‒ ― — – ‒ ― — – ‒ ― — – ‒ ― — – ‒ ― — – ‒ ― — – ‒ ― — – ‒ ― — – ‒ ― — – ‒ ― — – ‒ ― — – ‒ ― — – ‒ ― — – ‒ ― — – ‒ ― — – ‒ ― — – ‒ ― — – ‒ ― — – ‒ ― — – ‒ ― — – ‒ ― — – ‒ ― — – ‒ ― — – ‒ ― — – ‒ ― — – ‒ ― — – ‒ ― — – ‒ ― — – ‒ ― — – ‒ ― — – ‒ ― — – ‒ ― — – ‒ ― — – ‒ ― — – ‒ ― — – ‒ ― — – ‒ ― — – ‒ ― — – ‒ ― — – ‒ ― — – ‒ ― — – ‒ ― — – ‒ ― — – ‒ ― — – ‒ ― — – ‒ ― — – ‒ ― — – ‒ ― — – ‒ ― — – ‒ ― — – ‒ ― — – ‒ ― — – ‒ ― — – ‒ ― — – ‒ ― — – ‒ ― — – ‒ ― — – ‒ ― — – ‒ ― — – ‒ ― — – ‒ ― — – ‒ ― — – ‒ ― — – ‒ ― — – ‒ ― — – ‒ ― — – ‒ ― — – ‒ ― — – ‒ ― — – ‒ ― — – ‒ ― — – ‒ ― — – ‒ ― — – ‒ ― — – ‒ ― — – ‒ ― — – ‒ ― — – ‒ ― — – ‒ ― — – ‒ ― — – ‒ ― — – ‒ ― — – ‒ ― — – ‒ ― — – ‒ ― — – ‒ ― — – ‒ ― — – ‒ ― — – ‒ ― — – ‒ ― — – ‒ ― — – ‒ ― — – ‒ ― — – ‒ ― — – ‒ ― — – ‒ ― — – ‒ ― — – ‒ ― — – ‒ ― — – ‒ ― — – ‒ ― — – ‒ ― — – ‒ ― — – ‒ ― — – ‒ ― — – ‒ ― — – ‒ ― — – ‒ ― — – ‒ ― — – ‒ ― — – ‒ ― — – ‒ ― — – ‒ ― — – ‒ ― — – ‒ ― — – ‒ ― — – ‒ ― — – ‒ ― — – ‒ ― — – ‒ ― — – ‒ ― — – ‒ ― — – ‒ ― — – ‒ ― — – ‒ ― — – ‒ ― — – ‒ ― — – ‒ ― — – ‒ ― — – ‒ ― — – ‒ ― — – ‒ ― — – ‒ ― — – ‒ ― — – ‒ ― — – ‒ ― — – ‒ ― — – ‒ ― — – ‒ ― — – ‒ ― — – ‒ ― — – ‒ ― — – ‒ ― — – ‒ ― — – ‒ ― — – ‒ ― — – ‒ ― — – ‒ ― — – ‒ ― — – ‒ ― — – ‒ ― — – ‒ ― — – ‒ ― — – ‒ ― — – ‒ ― — – ‒ ― — – ‒ ― — – ‒ ― — – ‒ ― — – ‒ ― — – ‒ ― — – ‒ ― — – ‒ ― — – ‒ ― — – ‒ ― — – ‒ ― — – ‒ ― — – ‒ ― — – ‒ ― — – ‒ ― — – ‒ ― — – ‒ ― — – ‒ ― — – ‒ ― — – ‒ ― — – ‒ ― — – ‒ ― — – ‒ ― — – ‒ ― — – ‒ ― — – ‒ ― — – ‒ ― — – ‒ ― — – ‒ ― — – ‒ ― — – ‒ ― — – ‒ ― — – ‒ ― — – ‒ ― — – ‒ ― — – ‒ ― — – ‒ ― — – ‒ ― — – ‒ ― — – ‒ ― — – ‒ ― — – ‒ ― — – ‒ ― — – ‒ ― — – ‒ ― — – ‒ ― — – ‒ ― — – ‒ ― — – ‒ ― — – ‒ ― — – ‒ ― — – ‒ ― — – ‒ ― — – ‒ ― — – ‒ ― — – ‒ ― — – ‒ ― — – ‒ ― — – ‒ ― — – ‒ ― — – ‒ ― — – ‒ ― — – ‒ ― — – ‒ ― — – ‒ ― — – ‒ ― — – ‒ ― — – ‒ ― — – ‒ ― — – ‒ ― — – ‒ ― — – ‒ ― — – ‒ ― — – ‒ ― — – ‒ ― — – ‒ ― — – ‒ ― — – ‒ ― — – ‒ ― — – ‒ ― — – ‒ ― — – ‒ ― — – ‒ ― — – ‒ ― — – ‒ ― — – ‒ ― — – ‒ ― — – ‒ ― — – ‒ ― — – ‒ ― — – ‒ ― — – ‒ ― — – ‒ ― — – ‒ ― — – ‒ ― — – ‒ ― — – ‒ ― — – ‒ ― — – ‒ ― — – ‒ ― — – ‒ ― — – ‒ ― — – ‒ ― — – ‒ ― — – ‒ ― — – ‒ ― — – ‒ ― — – ‒ ― — – ‒ ― — – ‒ ― — – ‒ ― — – ‒ ― — – ‒ ― — – ‒ ― — – ‒ ― — – ‒ ― — – ‒ ― — – ‒ ― — – ‒ ― — – ‒ ― — – ‒ ― — – ‒ ― — – ‒ ― — – ‒ ― — – ‒ ― — – ‒ ― — – ‒ ― — – ‒ ― — – ‒ ― — – ‒ ― — – ‒ ― — – ‒ ― — – ‒ ― — – ‒ ― — – ‒ ― — – ‒ ― — – ‒ ― — – ‒ ― — – ‒ ― — – ‒ ― — – ‒ ― — – ‒ ― — – ‒ ― — – ‒ ― — – ‒ ― — – ‒ ― — – ‒ ― — – ‒ ― — – ‒ ― — – ‒ ― — – ‒ ― — – ‒ ― — – ‒ ― — – ‒ ― — – ‒ ― — – ‒ ― — – ‒ ― — – ‒ ― — – ‒ ― — – ‒ ― — – ‒ ― — – ‒ ― — – ‒ ― — – ‒ ― — – ‒ ― — – ‒ ― — – ‒ ― — – ‒ ― — – ‒ ― — – ‒ ― — – ‒ ― — – ‒ ― — – ‒ ― — – ‒ ― — – ‒ ― — – ‒ ― — – ‒ ― — – ‒ ― — – ‒ ― — – ‒ ― — – ‒ ― — – ‒ ― — – ‒ ― — – ‒ ― — – ‒ ― — – ‒ ― — – ‒ ― — – ‒ ― — – ‒ ― — – ‒ ― — – ‒ ― — – ‒ ― — – ‒ ― — – ‒ ― — – ‒ ― — – ‒ ― — – ‒ ― — – ‒ ― — – ‒ ― — – ‒ ― — – ‒ ― — – ‒ ― — – ‒ ― — – ‒ ― — – ‒ ― — – ‒ ― — – ‒ ― — – ‒ ― — – ‒ ― — – ‒ ― — – ‒ ― — – ‒ ― — – ‒ ― — – ‒ ― — – ‒ ― — – ‒ ― — – ‒ ― — – ‒ ― — – ‒ ― — – ‒ ― — – ‒ ― — – ‒ ― — – ‒ ― — – ‒ ― — – ‒ ― — – ‒ ― — – ‒ ― — – ‒ ― — – ‒ ― — – ‒ ― — – ‒ ― — – ‒ ― — – ‒ ― — – ‒ ― — – ‒ ― — – ‒ ― — – ‒ ― — – ‒ ― — – ‒ ― — – ‒ ― — – ‒ ― — – ‒ ― — – ‒ ― — – ‒ ― — – ‒ ― — – ‒ ― — – ‒ ― — – ‒ ― — – ‒ ― — – ‒ ― — – ‒ ― — – ‒ ― — – ‒ ― — – ‒ ― — – ‒ ― — – ‒ ― — – ‒ ― — – ‒ ― — – ‒ ― — – ‒ ― — – ‒ ― — – ‒ ― — – ‒ ― — – ‒ ― — – ‒ ― — – ‒ ― — – ‒ ― — – ‒ ― — – ‒ ― — – ‒ ― — – ‒ ― — – ‒ ― — – ‒ ― — – ‒ ― — – ‒ ― [22, 119, 134, 799]
column-rule [500, 76, 501, 888]
adjacent-column [592, 70, 628, 882]
section-title-cronaca: CRONACA GIUDIZIARIA [23, 82, 133, 92]
section-title-roma: ROMA [504, 232, 586, 261]
